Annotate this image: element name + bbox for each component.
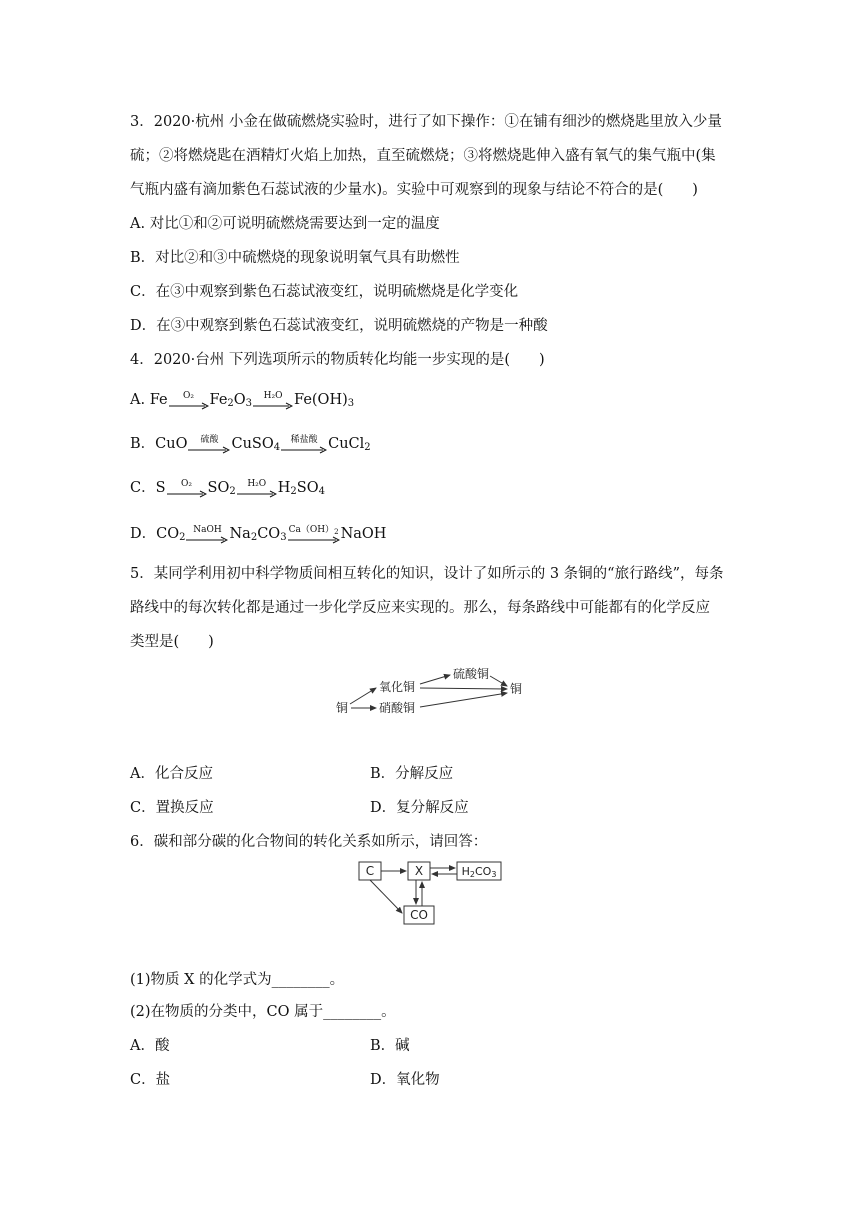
product: $Fe(OH)_3$ [294, 392, 355, 409]
q6-option-a: A．酸 [130, 1038, 170, 1054]
arrow [169, 391, 209, 410]
arrow-cuo-to-cu [420, 688, 507, 689]
node-copper-sulfate: 硫酸铜 [453, 667, 490, 681]
arrow-cuo-to-sulfate [420, 675, 450, 684]
copper-route-diagram [330, 660, 540, 722]
q5-stem-line-2: 路线中的每次转化都是通过一步化学反应来实现的。那么，每条路线中可能都有的化学反应 [130, 600, 710, 616]
arrow [253, 391, 293, 410]
q3-option-c: C．在③中观察到紫色石蕊试液变红，说明硫燃烧是化学变化 [130, 284, 519, 300]
condition: NaOH [193, 525, 222, 535]
intermediate: $Na_2CO_3$ [229, 526, 287, 543]
node-copper-start: 铜 [336, 701, 349, 715]
product: CuCl$_2$ [328, 436, 371, 453]
arrow [288, 525, 340, 544]
condition: H₂O [247, 479, 267, 489]
label-h2co3: H2CO3 [461, 865, 497, 879]
q5-option-b: B．分解反应 [370, 766, 454, 782]
condition: 稀盐酸 [290, 435, 318, 445]
reactant: B．CuO [130, 436, 188, 452]
carbon-conversion-diagram [355, 858, 505, 928]
q4-option-d [130, 524, 386, 544]
condition: H₂O [263, 391, 283, 401]
arrow-c-to-co [370, 880, 402, 913]
q4-stem: 4．2020·台州 下列选项所示的物质转化均能一步实现的是( ) [130, 352, 545, 368]
reactant: C．S [130, 480, 166, 496]
condition: O₂ [181, 479, 193, 489]
arrow-sulfate-to-cu [490, 676, 507, 686]
q5-stem-line-1: 5．某同学利用初中科学物质间相互转化的知识，设计了如所示的 3 条铜的“旅行路线”，每条 [130, 566, 724, 582]
label-x: X [414, 864, 424, 878]
intermediate: CuSO$_4$ [231, 436, 281, 453]
node-copper-oxide: 氧化铜 [379, 680, 416, 694]
q3-option-b: B．对比②和③中硫燃烧的现象说明氧气具有助燃性 [130, 250, 460, 266]
node-copper-end: 铜 [510, 682, 523, 696]
arrow [186, 525, 228, 544]
q3-stem-line-2: 硫；②将燃烧匙在酒精灯火焰上加热，直至硫燃烧；③将燃烧匙伸入盛有氧气的集气瓶中(集 [130, 148, 716, 164]
q3-stem-line-3: 气瓶内盛有滴加紫色石蕊试液的少量水)。实验中可观察到的现象与结论不符合的是( ) [130, 182, 698, 198]
q5-stem-line-3: 类型是( ) [130, 634, 214, 650]
q5-option-c: C．置换反应 [130, 800, 214, 816]
intermediate: $SO_2$ [207, 480, 236, 497]
q5-option-a: A．化合反应 [130, 766, 213, 782]
label-c: C [365, 864, 375, 878]
reactant: D．$CO_2$ [130, 526, 186, 543]
q3-option-a: A. 对比①和②可说明硫燃烧需要达到一定的温度 [130, 216, 440, 232]
arrow-nitrate-to-cu [420, 693, 507, 707]
arrow-cu-to-cuo [350, 688, 376, 704]
arrow [188, 435, 230, 454]
q6-stem: 6．碳和部分碳的化合物间的转化关系如所示，请回答： [130, 834, 488, 850]
reactant: A. Fe [130, 392, 168, 408]
label-co: CO [410, 908, 428, 922]
q6-sub-question-2: (2)在物质的分类中，CO 属于________。 [130, 1004, 396, 1020]
condition: 硫酸 [200, 435, 219, 445]
q4-option-c [130, 478, 325, 498]
q5-option-d: D．复分解反应 [370, 800, 469, 816]
q6-option-b: B．碱 [370, 1038, 410, 1054]
q3-option-d: D．在③中观察到紫色石蕊试液变红，说明硫燃烧的产物是一种酸 [130, 318, 548, 334]
q4-option-a [130, 390, 354, 410]
q6-sub-question-1: (1)物质 X 的化学式为________。 [130, 972, 345, 988]
q4-option-b [130, 434, 371, 454]
q6-option-d: D．氧化物 [370, 1072, 440, 1088]
arrow [167, 479, 207, 498]
node-copper-nitrate: 硝酸铜 [379, 701, 416, 715]
condition: $Ca(OH)_2$ [288, 525, 339, 536]
condition: O₂ [183, 391, 195, 401]
arrow [237, 479, 277, 498]
product: $H_2SO_4$ [277, 480, 325, 497]
arrow [281, 435, 327, 454]
q3-stem-line-1: 3．2020·杭州 小金在做硫燃烧实验时，进行了如下操作：①在铺有细沙的燃烧匙里放入少量 [130, 114, 722, 130]
intermediate: $Fe_2O_3$ [209, 392, 253, 409]
q6-option-c: C．盐 [130, 1072, 171, 1088]
product: NaOH [340, 526, 387, 542]
